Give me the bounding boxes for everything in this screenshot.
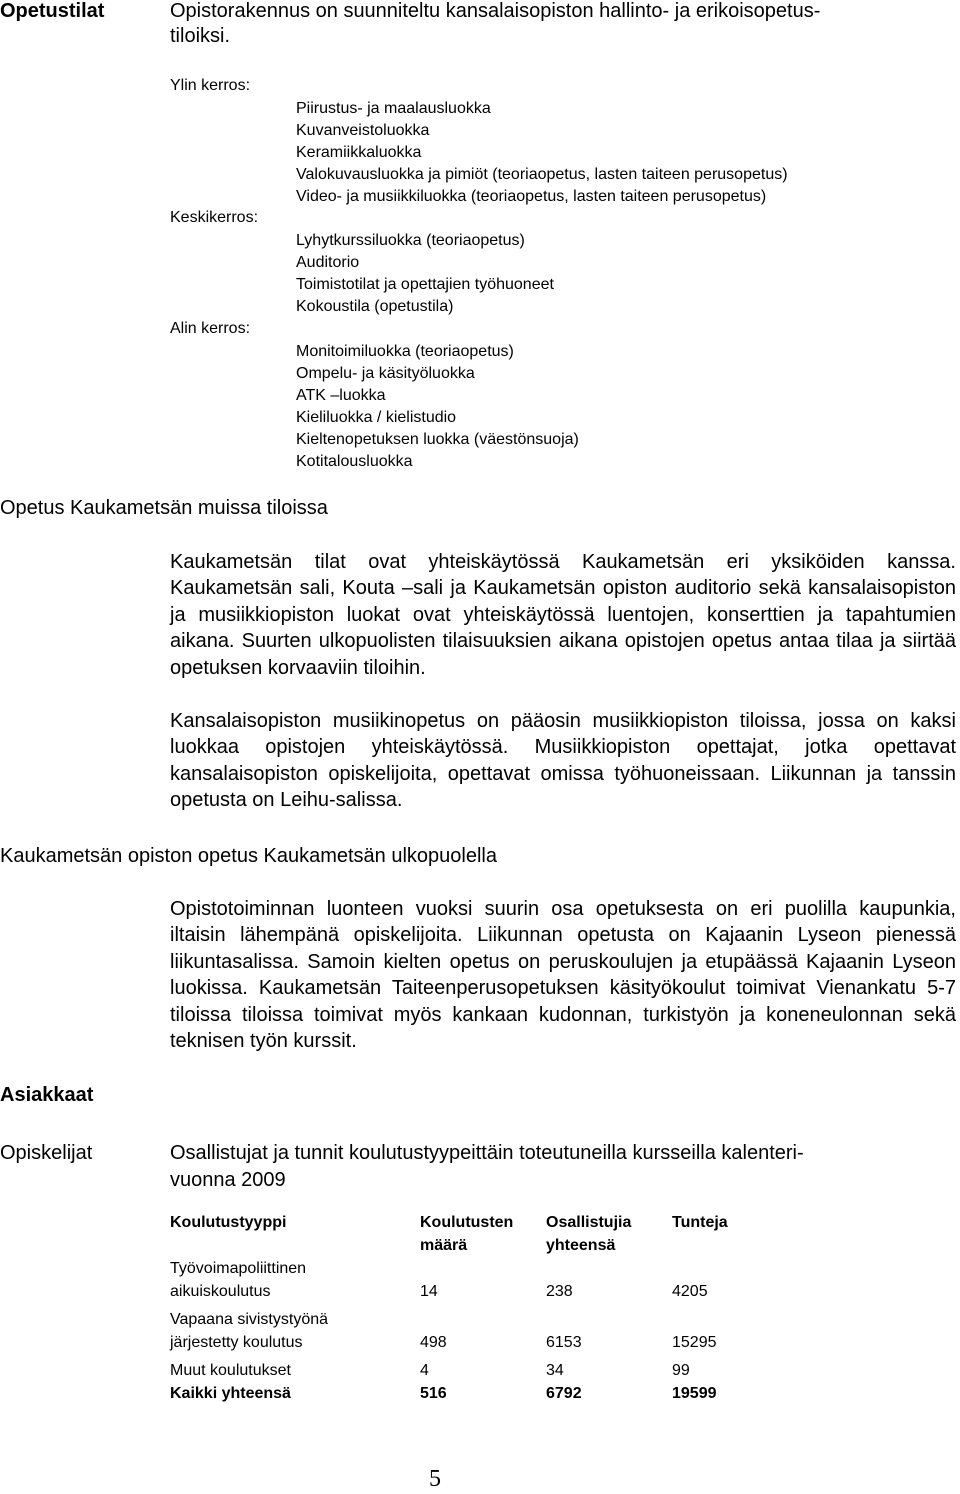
cell-maara: 4 xyxy=(420,1362,429,1379)
opiskelijat-line-1: Osallistujat ja tunnit koulutustyypeittäin toteutuneilla kursseilla kalenteri- xyxy=(170,1142,804,1164)
header-tunteja: Tunteja xyxy=(672,1214,728,1231)
cell-tunteja: 4205 xyxy=(672,1283,708,1300)
label-opiskelijat: Opiskelijat xyxy=(0,1142,93,1164)
room-item: Kieliluokka / kielistudio xyxy=(296,409,457,426)
cell-osallistujia: 34 xyxy=(546,1362,564,1379)
room-item: Valokuvausluokka ja pimiöt (teoriaopetus, lasten taiteen perusopetus) xyxy=(296,166,788,183)
intro-line-1: Opistorakennus on suunniteltu kansalaisopiston hallinto- ja erikoisopetus- xyxy=(170,0,821,22)
cell-maara: 498 xyxy=(420,1334,447,1351)
room-item: Ompelu- ja käsityöluokka xyxy=(296,365,475,382)
paragraph-musiikinopetus: Kansalaisopiston musiikinopetus on pääosin musiikkiopiston tiloissa, jossa on kaksi luokkaa opistojen yhteiskäytössä. Musiikkiopiston opettajat, jotka opettavat kansalaisopiston opiskelijoita, opettavat omissa työhuoneissaan. Liikunnan ja tanssin opetusta on Leihu-salissa. xyxy=(170,710,956,812)
floor-rooms-bottom xyxy=(296,341,579,473)
room-item: Kieltenopetuksen luokka (väestönsuoja) xyxy=(296,431,579,448)
header-koulutusten-maara: Koulutusten määrä xyxy=(420,1214,514,1254)
room-item: Kokoustila (opetustila) xyxy=(296,298,454,315)
header-koulutustyyppi: Koulutustyyppi xyxy=(170,1214,287,1231)
intro-line-2: tiloiksi. xyxy=(170,25,231,47)
room-item: Video- ja musiikkiluokka (teoriaopetus, lasten taiteen perusopetus) xyxy=(296,188,767,205)
section-heading-ulkopuolella: Kaukametsän opiston opetus Kaukametsän ulkopuolella xyxy=(0,845,497,867)
cell-tunteja: 99 xyxy=(672,1362,690,1379)
cell-koulutustyyppi: Työvoimapoliittinen aikuiskoulutus xyxy=(170,1260,307,1300)
cell-maara: 14 xyxy=(420,1283,438,1300)
floor-rooms-middle xyxy=(296,230,554,318)
floor-label-bottom: Alin kerros: xyxy=(170,320,251,337)
room-item: Kuvanveistoluokka xyxy=(296,122,430,139)
cell-osallistujia: 6153 xyxy=(546,1334,582,1351)
opiskelijat-line-2: vuonna 2009 xyxy=(170,1169,286,1191)
room-item: Kotitalousluokka xyxy=(296,453,413,470)
section-heading-muissa-tiloissa: Opetus Kaukametsän muissa tiloissa xyxy=(0,497,328,519)
floor-label-top: Ylin kerros: xyxy=(170,77,251,94)
floor-rooms-top xyxy=(296,98,788,208)
paragraph-ulkopuolella: Opistotoiminnan luonteen vuoksi suurin osa opetuksesta on eri puolilla kaupunkia, iltaisin lähempänä opiskelijoita. Liikunnan opetusta on Kajaanin Lyseon pienessä liikuntasalissa. Samoin kielten opetus on peruskoulujen ja etupäässä Kajaanin Lyseon luokissa. Kaukametsän Taiteenperusopetuksen käsityökoulut toimivat Vienankatu 5-7 tiloissa tiloissa toimivat myös kankaan kudonnan, turkistyön ja koneneulonnan sekä teknisen työn kurssit. xyxy=(170,898,956,1053)
header-osallistujia: Osallistujia yhteensä xyxy=(546,1214,632,1254)
room-item: Keramiikkaluokka xyxy=(296,144,422,161)
room-item: ATK –luokka xyxy=(296,387,386,404)
section-heading-asiakkaat: Asiakkaat xyxy=(0,1084,94,1106)
cell-koulutustyyppi: Vapaana sivistystyönä järjestetty koulutus xyxy=(170,1311,329,1351)
cell-koulutustyyppi: Muut koulutukset xyxy=(170,1362,291,1379)
paragraph-yhteiskaytto: Kaukametsän tilat ovat yhteiskäytössä Kaukametsän eri yksiköiden kanssa. Kaukametsän sali, Kouta –sali ja Kaukametsän opiston auditorio sekä kansalaisopiston ja musiikkiopiston luokat ovat yhteiskäytössä luentojen, konserttien ja tapahtumien aikana. Suurten ulkopuolisten tilaisuuksien aikana opistojen opetus antaa tilaa ja siirtää opetuksen korvaaviin tiloihin. xyxy=(170,551,956,679)
room-item: Monitoimiluokka (teoriaopetus) xyxy=(296,343,514,360)
floor-label-middle: Keskikerros: xyxy=(170,209,259,226)
total-tunteja: 19599 xyxy=(672,1385,717,1402)
cell-tunteja: 15295 xyxy=(672,1334,717,1351)
section-heading-opetustilat: Opetustilat xyxy=(0,0,105,22)
total-osallistujia: 6792 xyxy=(546,1385,582,1402)
cell-osallistujia: 238 xyxy=(546,1283,573,1300)
total-label: Kaikki yhteensä xyxy=(170,1385,291,1402)
page-number: 5 xyxy=(429,1466,441,1492)
room-item: Piirustus- ja maalausluokka xyxy=(296,100,491,117)
room-item: Lyhytkurssiluokka (teoriaopetus) xyxy=(296,232,525,249)
total-maara: 516 xyxy=(420,1385,447,1402)
room-item: Toimistotilat ja opettajien työhuoneet xyxy=(296,276,554,293)
room-item: Auditorio xyxy=(296,254,360,271)
